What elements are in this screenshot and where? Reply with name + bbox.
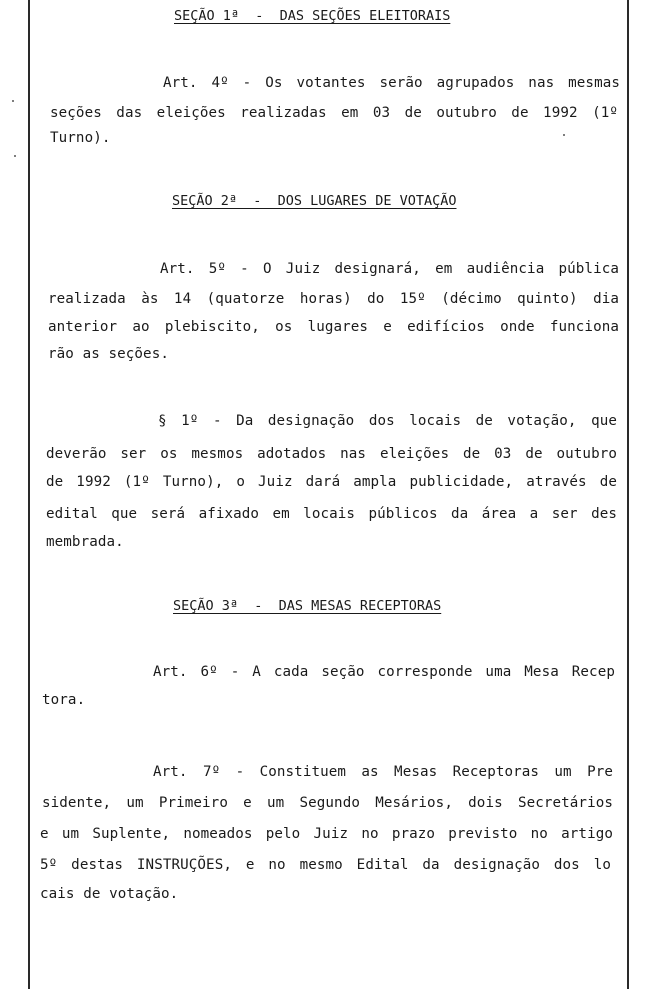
text-line: edital que será afixado em locais públicos da área a ser des <box>46 506 617 522</box>
section-1-heading: SEÇÃO 1ª - DAS SEÇÕES ELEITORAIS <box>174 8 451 24</box>
text-line: anterior ao plebiscito, os lugares e edifícios onde funciona <box>48 319 619 335</box>
text-line: Art. 7º - Constituem as Mesas Receptoras um Pre <box>153 764 613 780</box>
text-line: 5º destas INSTRUÇÕES, e no mesmo Edital da designação dos lo <box>40 857 611 873</box>
section-3-heading: SEÇÃO 3ª - DAS MESAS RECEPTORAS <box>173 598 442 614</box>
text-line: de 1992 (1º Turno), o Juiz dará ampla publicidade, através de <box>46 474 617 490</box>
text-line: e um Suplente, nomeados pelo Juiz no prazo previsto no artigo <box>40 826 613 842</box>
text-line: deverão ser os mesmos adotados nas eleições de 03 de outubro <box>46 446 617 462</box>
text-line: Art. 6º - A cada seção corresponde uma Mesa Recep <box>153 664 615 680</box>
text-line: tora. <box>42 692 86 708</box>
section-2-heading: SEÇÃO 2ª - DOS LUGARES DE VOTAÇÃO <box>172 193 457 209</box>
scan-speck <box>12 100 14 102</box>
page-left-border <box>28 0 30 989</box>
page-right-border <box>627 0 629 989</box>
text-line: Turno). <box>50 130 111 146</box>
text-line: § 1º - Da designação dos locais de votação, que <box>158 413 617 429</box>
text-line: Art. 5º - O Juiz designará, em audiência pública <box>160 261 619 277</box>
text-line: rão as seções. <box>48 346 169 362</box>
scan-speck <box>14 155 16 157</box>
text-line: cais de votação. <box>40 886 179 902</box>
text-line: sidente, um Primeiro e um Segundo Mesários, dois Secretários <box>42 795 613 811</box>
text-line: seções das eleições realizadas em 03 de outubro de 1992 (1º <box>50 105 618 121</box>
text-line: realizada às 14 (quatorze horas) do 15º (décimo quinto) dia <box>48 291 619 307</box>
text-line: membrada. <box>46 534 124 550</box>
text-line: Art. 4º - Os votantes serão agrupados nas mesmas <box>163 75 620 91</box>
